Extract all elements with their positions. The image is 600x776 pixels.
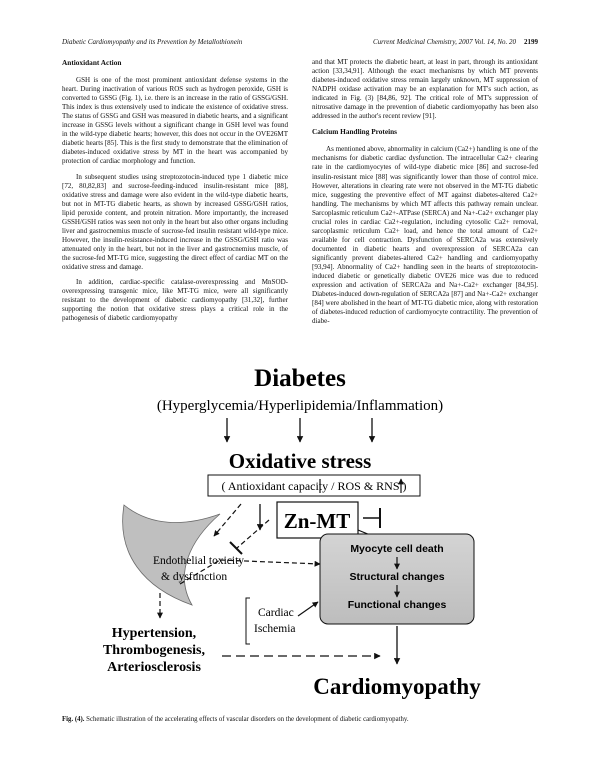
figure-caption-text: Schematic illustration of the accelerating effects of vascular disorders on the development of diabetic cardiomyopathy. — [86, 716, 409, 723]
endothelial-dysfunction-label: & dysfunction — [161, 571, 228, 583]
conditions-label: (Hyperglycemia/Hyperlipidemia/Inflammation) — [156, 398, 444, 414]
right-column — [312, 58, 538, 332]
figure-caption-label: Fig. (4). — [62, 716, 85, 723]
paragraph: GSH is one of the most prominent antioxidant defense systems in the heart. During inactivation of various ROS such as hydrogen peroxide, GSH is converted to GSSG (Fig. 1), i.e. there is an increase in the ratio of GSSG/GSH. This index is thus extensively used to indicate the existence of oxidative stress. The status of GSSG and GSH was measured in diabetic hearts, and a significant increase in GSSG levels without a significant change in GSH level was found in the wild-type diabetic hearts; however, this does not occur in the OVE26MT diabetic hearts [85]. This is the first study to demonstrate that the elimination of diabetes-induced oxidative stress by MT in the heart was accompanied by protection of cardiac morphology and function. — [62, 76, 288, 166]
myocyte-death-label: Myocyte cell death — [350, 543, 444, 555]
functional-changes-label: Functional changes — [347, 599, 447, 611]
arteriosclerosis-label: Arteriosclerosis — [107, 660, 201, 675]
schematic-diagram — [62, 358, 538, 710]
figure-4 — [62, 358, 538, 710]
journal-citation: Current Medicinal Chemistry, 2007 Vol. 14, No. 20 — [372, 38, 516, 46]
arrow — [298, 602, 318, 616]
running-header-title: Diabetic Cardiomyopathy and its Prevention by Metallothionein — [62, 38, 243, 46]
dashed-arrow — [214, 504, 241, 536]
cardiomyopathy-label: Cardiomyopathy — [313, 674, 481, 699]
thrombogenesis-label: Thrombogenesis, — [102, 643, 206, 658]
diabetes-label: Diabetes — [254, 365, 346, 392]
oxidative-stress-label: Oxidative stress — [228, 449, 372, 473]
paragraph: In subsequent studies using streptozotocin-induced type 1 diabetic mice [72, 80,82,83] and sucrose-feeding-induced insulin-resistant mice [88], oxidative stress and damage were also evident in the wild-type diabetic hearts, but not in MT-TG diabetic hearts, as shown by increased GSSG/GSH ratios, lipid peroxide content, and protein nitration. More importantly, the increased GSSH/GSH ratios was seen not only in the heart but also other organs including liver and gastrocnemius muscle of sucrose-fed insulin resistant wild-type mice. However, the insulin-resistance-induced increase in the GSSG/GSH ratio was attenuated only in the heart, but not in the liver and gastrocnemius muscle, of the sucrose-fed MT-TG mice, suggesting the direct effect of cardiac MT on the oxidative stress and damage. — [62, 172, 288, 271]
section-heading-antioxidant: Antioxidant Action — [62, 58, 122, 67]
structural-changes-label: Structural changes — [349, 571, 445, 583]
paragraph: and that MT protects the diabetic heart, at least in part, through its antioxidant action [33,34,91]. Although the exact mechanisms by which MT prevents diabetes-induced oxidative stress remain largely unknown, MT suppression of NADPH oxidase activation may be an explanation for MT's such action, as indicated in Fig. (3) [84,86, 92]. The critical role of MT's suppression of nitrosative damage in the prevention of diabetic cardiomyopathy has been also addressed in the author's recent review [91]. — [312, 58, 538, 121]
ischemia-label: Ischemia — [254, 623, 296, 635]
antioxidant-ros-label: ( Antioxidant capacity / ROS & RNS ) — [221, 479, 407, 493]
hypertension-label: Hypertension, — [111, 626, 197, 641]
zn-mt-label: Zn-MT — [283, 509, 351, 533]
ischemia-bracket — [246, 598, 250, 644]
figure-caption — [62, 716, 538, 723]
running-header-journal — [373, 38, 538, 46]
endothelial-toxicity-label: Endothelial toxicity — [153, 555, 245, 567]
dashed-inhibition — [237, 520, 269, 548]
inhibition-bar — [230, 542, 242, 554]
section-heading-calcium: Calcium Handling Proteins — [312, 127, 398, 137]
paragraph: In addition, cardiac-specific catalase-overexpressing and MnSOD-overexpressing transgenic mice, like MT-TG mice, were all significantly resistant to the development of diabetic cardiomyopathy [31,32], further supporting the notion that oxidative stress plays a critical role in the pathogenesis of diabetic cardiomyopathy — [62, 278, 288, 323]
page-number: 2199 — [524, 38, 538, 46]
left-column — [62, 58, 288, 329]
paragraph: As mentioned above, abnormality in calcium (Ca2+) handling is one of the mechanisms for diabetic cardiac dysfunction. The intracellular Ca2+ clearing rate in the cardiomyocytes of wild-type diabetic mice [86] and sucrose-fed insulin-resistant mice [88] was significantly lower than those of control mice. However, alterations in clearing rate were not observed in the MT-TG diabetic mice, suggesting the preventive effect of MT against diabetes-altered Ca2+ handling. The mechanisms by which MT affects this pathway remain unclear. Sarcoplasmic reticulum Ca2+-ATPase (SERCA) and Na+-Ca2+ exchanger play crucial roles in cardiac Ca2+-regulation, including cytosolic Ca2+ removal, sarcoplasmic reticulum Ca2+ load, and hence the total amount of Ca2+ available for cell contraction. Dysfunction of SERCA2a was extensively documented in diabetic hearts and overexpression of SERCA2a can significantly prevent diabetes-altered Ca2+ handling and cardiomyopathy [93,94]. Abnormality of Ca2+ handling seen in the hearts of streptozotocin-induced diabetic or genetically diabetic OVE26 mice was due to reduced expression and activation of SERCA2a and Na+-Ca2+ exchanger [84,95]. Diabetes-induced down-regulation of SERCA2a [87] and Na+-Ca2+ exchanger [84] were abolished in the heart of MT-TG diabetic mice, along with restoration of diabetes-induced reduction of cardiomyocyte contractility. The prevention of diabe- — [312, 145, 538, 326]
cardiac-label: Cardiac — [258, 607, 294, 619]
